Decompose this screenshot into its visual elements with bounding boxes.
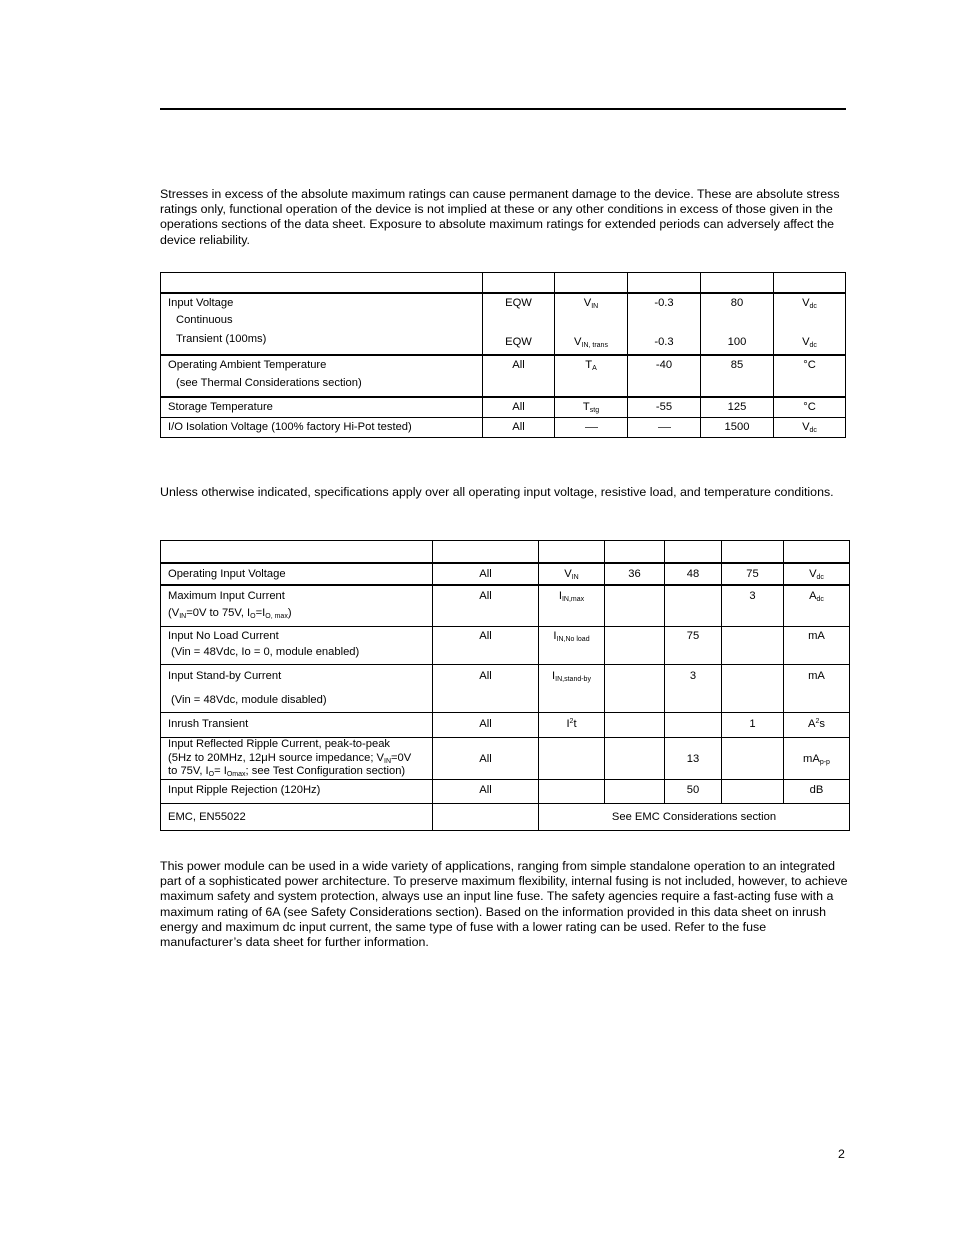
min-cell: -0.3 <box>654 297 674 309</box>
param-label: Storage Temperature <box>168 401 273 413</box>
param-condition: (5Hz to 20MHz, 12μH source impedance; $V_{IN}=0V$ <box>168 751 412 765</box>
table-header-row <box>161 541 850 564</box>
unit-cell: °C <box>803 401 816 413</box>
spec-intro-paragraph: Unless otherwise indicated, specifications apply over all operating input voltage, resistive load, and temperature conditions. <box>160 485 834 499</box>
symbol-cell: $I_{IN,max}$ <box>558 590 585 603</box>
param-sublabel: (see Thermal Considerations section) <box>176 377 362 389</box>
fuse-paragraph: This power module can be used in a wide variety of applications, ranging from simple standalone operation to an integrated part of a sophisticated power architecture. To preserve maximum flexibility, internal fusing is not included, however, to achieve maximum safety and system protection, always use an input line fuse. The safety agencies require a fast-acting fuse with a maximum rating of 6A (see Safety Considerations section). Based on the information provided in this data sheet on inrush energy and maximum dc input current, the same type of fuse with a lower rating can be used. Refer to the fuse manufacturer’s data sheet for further information. <box>160 859 848 950</box>
max-cell: 1 <box>749 718 756 730</box>
unit-cell: mA <box>808 630 825 642</box>
symbol-cell: $V_{IN}$ <box>564 568 579 581</box>
param-label: Operating Input Voltage <box>168 568 286 580</box>
unit-cell: $A_{dc}$ <box>809 590 824 603</box>
input-specifications-table <box>160 540 850 831</box>
table-row <box>161 804 850 831</box>
device-cell: All <box>479 752 492 765</box>
dash-mark <box>555 421 627 433</box>
device-cell: All <box>512 359 525 371</box>
param-label: Inrush Transient <box>168 718 249 730</box>
unit-cell: $V_{dc}$ <box>802 336 817 349</box>
param-label: I/O Isolation Voltage (100% factory Hi-Pot tested) <box>168 421 412 433</box>
device-cell: All <box>479 718 492 730</box>
table-row <box>161 780 850 804</box>
table-row <box>161 397 846 418</box>
max-cell: 85 <box>730 359 744 371</box>
typ-cell: 13 <box>686 752 700 765</box>
symbol-cell: $I_{IN,stand-by}$ <box>552 670 591 683</box>
param-label: Input Reflected Ripple Current, peak-to-peak <box>168 738 391 750</box>
min-cell: -55 <box>655 401 673 413</box>
unit-cell: dB <box>809 784 824 796</box>
device-cell: All <box>479 784 492 796</box>
typ-cell: 50 <box>686 784 700 796</box>
table-row <box>161 713 850 738</box>
min-cell: 36 <box>628 568 641 580</box>
device-cell: EQW <box>505 336 532 348</box>
min-cell: -40 <box>655 359 673 371</box>
symbol-cell: $V_{IN, trans}$ <box>574 336 608 349</box>
emc-note: See EMC Considerations section <box>611 811 777 823</box>
table-row <box>161 563 850 585</box>
abs-max-intro-paragraph: Stresses in excess of the absolute maximum ratings can cause permanent damage to the device. These are absolute stress ratings only, functional operation of the device is not implied at these or any other conditions in excess of those given in the operations sections of the data sheet. Exposure to absolute maximum ratings for extended periods can adversely affect the device reliability. <box>160 187 840 247</box>
symbol-cell: $I^2t$ <box>566 718 577 730</box>
typ-cell: 75 <box>686 630 700 642</box>
table-row <box>161 418 846 438</box>
param-sublabel: Continuous <box>176 314 233 326</box>
max-cell: 75 <box>746 568 759 580</box>
header-rule <box>160 108 846 110</box>
device-cell: EQW <box>505 297 532 309</box>
param-condition: (Vin = 48Vdc, module disabled) <box>171 694 327 706</box>
device-cell: All <box>479 670 492 682</box>
param-label: Operating Ambient Temperature <box>168 359 327 371</box>
device-cell: All <box>479 630 492 642</box>
max-cell: 1500 <box>724 421 750 433</box>
symbol-cell: $I_{IN,No load}$ <box>553 630 590 643</box>
unit-cell: $mA_{p-p}$ <box>803 752 830 766</box>
device-cell: All <box>479 590 492 602</box>
unit-cell: $A^2s$ <box>808 718 825 730</box>
param-label: Maximum Input Current <box>168 590 285 602</box>
param-label: Input Stand-by Current <box>168 670 282 682</box>
param-label: Input Voltage <box>168 297 234 309</box>
param-condition: (Vin = 48Vdc, Io = 0, module enabled) <box>171 646 360 658</box>
unit-cell: $V_{dc}$ <box>809 568 824 581</box>
param-sublabel: Transient (100ms) <box>176 333 267 345</box>
unit-cell: $V_{dc}$ <box>802 421 817 434</box>
symbol-cell: $T_{stg}$ <box>582 401 600 414</box>
symbol-cell: $T_A$ <box>585 359 597 372</box>
table-row <box>161 355 846 397</box>
max-cell: 125 <box>727 401 747 413</box>
dash-mark <box>628 421 700 433</box>
device-cell: All <box>479 568 492 580</box>
typ-cell: 48 <box>686 568 700 580</box>
param-condition: to 75V, $I_O= I_{Omax}$; see Test Configuration section) <box>168 765 406 778</box>
unit-cell: $V_{dc}$ <box>802 297 817 310</box>
param-label: EMC, EN55022 <box>168 811 246 823</box>
param-label: Input Ripple Rejection (120Hz) <box>168 784 321 796</box>
max-cell: 100 <box>727 336 747 348</box>
param-condition: ($V_{IN}=0V$ to 75V, $I_O=I_{O, max}$) <box>168 607 292 620</box>
symbol-cell: $V_{IN}$ <box>583 297 599 310</box>
unit-cell: mA <box>808 670 825 682</box>
device-cell: All <box>512 401 525 413</box>
max-cell: 80 <box>730 297 744 309</box>
page-number: 2 <box>838 1147 845 1161</box>
device-cell: All <box>512 421 525 433</box>
unit-cell: °C <box>803 359 816 371</box>
absolute-maximum-ratings-table <box>160 272 846 438</box>
typ-cell: 3 <box>689 670 697 682</box>
table-row <box>161 627 850 665</box>
table-row <box>161 665 850 713</box>
table-header-row <box>161 273 846 294</box>
param-label: Input No Load Current <box>168 630 279 642</box>
table-row <box>161 293 846 355</box>
max-cell: 3 <box>749 590 756 602</box>
table-row <box>161 585 850 627</box>
table-row <box>161 738 850 780</box>
min-cell: -0.3 <box>654 336 674 348</box>
